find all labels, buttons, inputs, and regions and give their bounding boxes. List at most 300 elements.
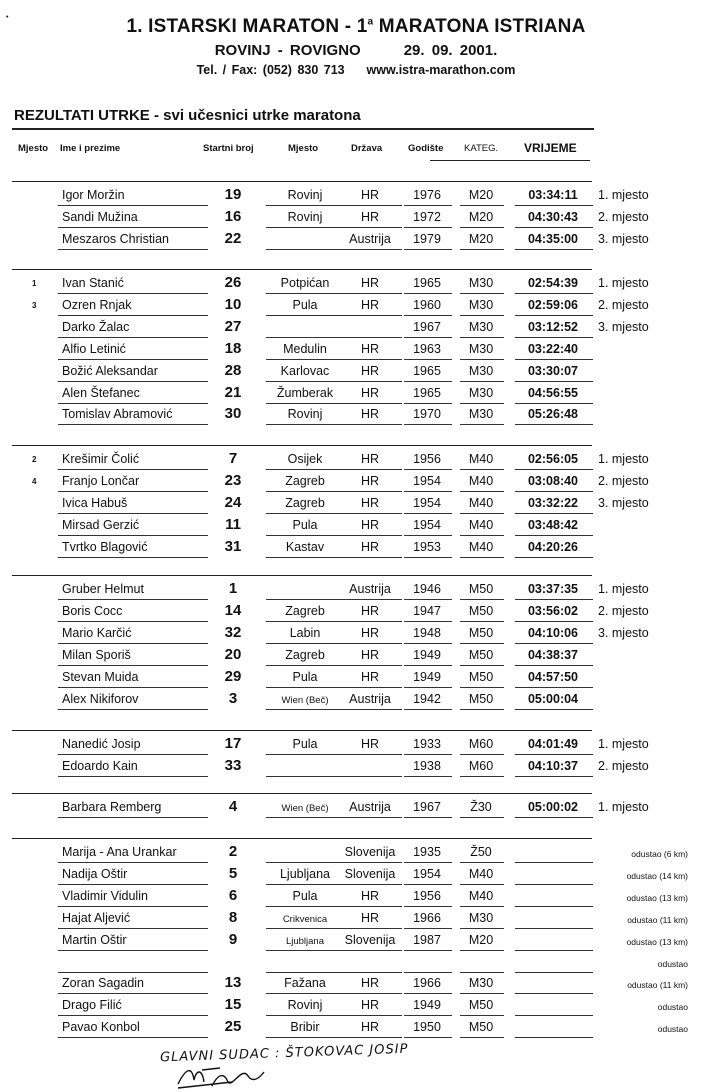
row-underline — [266, 643, 344, 644]
row-underline — [515, 293, 593, 294]
birth-year: 1979 — [413, 231, 441, 246]
row-underline — [460, 491, 504, 492]
table-row — [0, 645, 712, 667]
row-underline — [58, 403, 208, 404]
start-number: 7 — [228, 450, 238, 467]
row-place: 1 — [32, 279, 37, 288]
row-underline — [515, 359, 593, 360]
row-underline — [344, 205, 402, 206]
category: M50 — [468, 647, 494, 662]
row-underline — [460, 621, 504, 622]
finish-time: 04:10:37 — [527, 758, 579, 773]
runner-city: Pula — [292, 669, 318, 684]
row-underline — [460, 709, 504, 710]
row-underline — [515, 665, 593, 666]
row-underline — [344, 950, 402, 951]
row-underline — [404, 557, 452, 558]
table-row — [0, 864, 712, 886]
result-note: odustao (14 km) — [626, 870, 688, 881]
category: M20 — [468, 932, 494, 947]
row-underline — [344, 315, 402, 316]
table-row — [0, 493, 712, 515]
birth-year: 1954 — [413, 517, 441, 532]
row-underline — [266, 359, 344, 360]
runner-name: Sandi Mužina — [62, 209, 138, 224]
row-underline — [460, 557, 504, 558]
row-underline — [460, 950, 504, 951]
category: Ž50 — [470, 845, 492, 859]
table-row — [0, 537, 712, 559]
row-underline — [404, 972, 452, 973]
table-row — [0, 842, 712, 864]
row-underline — [58, 315, 208, 316]
row-underline — [515, 1037, 593, 1038]
row-underline — [266, 687, 344, 688]
row-underline — [58, 972, 208, 973]
row-underline — [515, 557, 593, 558]
runner-name: Alex Nikiforov — [62, 691, 139, 706]
group-separator — [12, 838, 592, 839]
runner-city: Zagreb — [285, 495, 325, 510]
runner-country: HR — [360, 625, 380, 640]
runner-country: Austrija — [349, 800, 391, 814]
row-underline — [58, 754, 208, 755]
runner-country: HR — [360, 209, 380, 224]
row-underline — [515, 513, 593, 514]
runner-country: HR — [360, 385, 380, 400]
birth-year: 1954 — [413, 495, 441, 510]
table-row — [0, 471, 712, 493]
row-underline — [58, 337, 208, 338]
row-underline — [266, 337, 344, 338]
result-note: odustao — [657, 1002, 688, 1013]
table-row — [0, 339, 712, 361]
row-underline — [515, 862, 593, 863]
row-underline — [460, 535, 504, 536]
runner-country: Austrija — [349, 691, 391, 706]
row-underline — [58, 1015, 208, 1016]
col-header-bib: Startni broj — [203, 143, 254, 154]
result-note: odustao — [657, 1024, 688, 1035]
row-underline — [58, 557, 208, 558]
runner-name: Krešimir Čolić — [62, 452, 140, 466]
finish-time: 04:38:37 — [527, 647, 579, 662]
row-underline — [266, 817, 344, 818]
start-number: 29 — [224, 667, 242, 685]
document-title — [0, 16, 712, 38]
row-underline — [58, 513, 208, 514]
row-underline — [515, 469, 593, 470]
row-underline — [344, 972, 402, 973]
row-underline — [460, 381, 504, 382]
table-row — [0, 404, 712, 426]
row-place: 3 — [32, 300, 37, 310]
row-underline — [515, 491, 593, 492]
birth-year: 1933 — [413, 737, 441, 751]
row-underline — [58, 884, 208, 885]
row-underline — [460, 337, 504, 338]
category: M50 — [468, 691, 494, 706]
runner-city: Pula — [292, 297, 318, 312]
birth-year: 1972 — [413, 209, 441, 224]
start-number: 13 — [224, 974, 242, 992]
table-row — [0, 273, 712, 295]
table-row — [0, 295, 712, 317]
row-underline — [460, 1037, 504, 1038]
birth-year: 1946 — [413, 582, 441, 596]
finish-time: 04:01:49 — [527, 737, 579, 751]
row-underline — [460, 469, 504, 470]
table-row — [0, 973, 712, 995]
row-underline — [344, 293, 402, 294]
row-underline — [404, 754, 452, 755]
row-underline — [58, 643, 208, 644]
start-number: 3 — [228, 689, 238, 707]
start-number: 20 — [224, 645, 242, 663]
runner-city: Rovinj — [287, 188, 323, 202]
result-note: 2. mjesto — [598, 473, 649, 488]
finish-time: 03:48:42 — [527, 517, 579, 532]
row-underline — [515, 249, 593, 250]
row-underline — [404, 817, 452, 818]
group-separator — [12, 793, 592, 794]
runner-country: Slovenija — [344, 845, 396, 859]
runner-country: HR — [360, 539, 380, 554]
result-note: 1. mjesto — [598, 188, 649, 202]
row-underline — [515, 381, 593, 382]
row-underline — [266, 665, 344, 666]
birth-year: 1960 — [413, 297, 441, 312]
runner-city: Ljubljana — [285, 935, 325, 947]
table-row — [0, 689, 712, 711]
start-number: 33 — [224, 756, 242, 774]
row-underline — [58, 599, 208, 600]
category: M20 — [468, 188, 494, 202]
row-underline — [344, 337, 402, 338]
row-underline — [515, 884, 593, 885]
birth-year: 1967 — [413, 319, 441, 334]
row-underline — [460, 776, 504, 777]
runner-name: Alen Štefanec — [62, 385, 140, 400]
runner-country: HR — [360, 998, 380, 1013]
category: M50 — [468, 1020, 494, 1035]
runner-country: HR — [360, 888, 380, 903]
table-row — [0, 667, 712, 689]
runner-country: HR — [360, 495, 380, 510]
runner-name: Boris Cocc — [62, 603, 123, 618]
category: M50 — [468, 625, 494, 640]
finish-time: 03:12:52 — [527, 319, 579, 334]
row-underline — [344, 776, 402, 777]
runner-country: HR — [360, 976, 380, 991]
runner-city: Rovinj — [287, 998, 323, 1013]
col-header-city: Mjesto — [288, 143, 319, 154]
row-place: 2 — [32, 455, 37, 464]
birth-year: 1976 — [413, 188, 441, 202]
start-number: 26 — [224, 274, 242, 291]
birth-year: 1965 — [413, 276, 441, 290]
runner-name: Meszaros Christian — [62, 231, 169, 246]
result-note: odustao (6 km) — [631, 849, 688, 859]
runner-name: Gruber Helmut — [62, 582, 144, 596]
runner-city: Pula — [292, 517, 318, 532]
start-number: 9 — [228, 930, 238, 948]
runner-country: HR — [360, 341, 380, 356]
finish-time: 04:56:55 — [527, 385, 579, 400]
result-note: odustao (11 km) — [627, 980, 688, 991]
runner-city: Zagreb — [285, 647, 325, 662]
row-underline — [515, 535, 593, 536]
runner-name: Edoardo Kain — [62, 758, 138, 773]
row-underline — [266, 1037, 344, 1038]
row-underline — [344, 643, 402, 644]
birth-year: 1970 — [413, 407, 441, 422]
row-underline — [404, 665, 452, 666]
row-underline — [515, 403, 593, 404]
row-underline — [344, 665, 402, 666]
category: Ž30 — [470, 800, 492, 814]
row-underline — [460, 403, 504, 404]
row-underline — [266, 535, 344, 536]
birth-year: 1947 — [413, 603, 441, 618]
runner-name: Martin Oštir — [62, 932, 127, 947]
category: M40 — [468, 866, 494, 881]
row-underline — [460, 359, 504, 360]
row-underline — [266, 1015, 344, 1016]
category: M60 — [468, 758, 494, 773]
birth-year: 1949 — [413, 669, 441, 684]
table-row — [0, 185, 712, 207]
row-underline — [344, 557, 402, 558]
runner-name: Igor Moržin — [62, 188, 125, 202]
section-title-underline — [12, 128, 594, 130]
runner-country: HR — [360, 1020, 380, 1035]
result-note: 2. mjesto — [598, 758, 649, 773]
row-underline — [460, 687, 504, 688]
row-underline — [58, 293, 208, 294]
row-underline — [460, 884, 504, 885]
birth-year: 1954 — [413, 473, 441, 488]
col-header-category: KATEG. — [464, 143, 499, 154]
category: M40 — [468, 539, 494, 554]
row-underline — [515, 972, 593, 973]
finish-time: 05:00:02 — [527, 800, 579, 814]
row-underline — [404, 249, 452, 250]
runner-country: Austrija — [349, 582, 391, 596]
row-underline — [344, 906, 402, 907]
result-note: 2. mjesto — [598, 297, 649, 312]
row-underline — [58, 359, 208, 360]
row-underline — [460, 205, 504, 206]
row-underline — [460, 643, 504, 644]
start-number: 25 — [224, 1018, 242, 1036]
row-underline — [460, 928, 504, 929]
row-underline — [58, 491, 208, 492]
birth-year: 1938 — [413, 758, 441, 773]
row-underline — [515, 424, 593, 425]
category: M40 — [468, 517, 494, 532]
finish-time: 02:54:39 — [527, 276, 579, 290]
runner-country: HR — [360, 603, 380, 618]
start-number: 15 — [224, 996, 242, 1014]
category: M40 — [468, 495, 494, 510]
row-underline — [404, 469, 452, 470]
category: M30 — [468, 407, 494, 422]
row-underline — [58, 381, 208, 382]
section-title: REZULTATI UTRKE - svi učesnici utrke maratona — [14, 107, 361, 124]
runner-country: HR — [360, 363, 380, 378]
category: M50 — [468, 582, 494, 596]
result-note: 3. mjesto — [598, 231, 649, 246]
birth-year: 1953 — [413, 539, 441, 554]
finish-time: 03:22:40 — [527, 341, 579, 356]
table-row — [0, 449, 712, 471]
start-number: 11 — [225, 515, 241, 533]
row-place: 4 — [32, 476, 37, 486]
row-underline — [344, 621, 402, 622]
row-underline — [344, 993, 402, 994]
col-header-place: Mjesto — [18, 143, 49, 154]
start-number: 6 — [228, 886, 238, 904]
row-underline — [404, 950, 452, 951]
row-underline — [515, 776, 593, 777]
row-underline — [58, 205, 208, 206]
start-number: 32 — [224, 623, 242, 641]
row-underline — [344, 1037, 402, 1038]
table-row — [0, 383, 712, 405]
row-underline — [515, 687, 593, 688]
table-row — [0, 317, 712, 339]
row-underline — [58, 249, 208, 250]
category: M50 — [468, 603, 494, 618]
start-number: 21 — [224, 383, 242, 401]
runner-name: Milan Sporiš — [62, 647, 131, 662]
category: M20 — [468, 209, 494, 224]
runner-name: Franjo Lončar — [62, 473, 140, 488]
finish-time: 03:56:02 — [527, 603, 579, 618]
row-underline — [404, 621, 452, 622]
start-number: 19 — [224, 186, 242, 203]
row-underline — [404, 643, 452, 644]
row-underline — [404, 599, 452, 600]
runner-name: Mario Karčić — [62, 625, 132, 640]
runner-name: Ivica Habuš — [62, 495, 128, 510]
runner-name: Ivan Stanić — [62, 276, 124, 290]
runner-country: Slovenija — [344, 932, 396, 947]
row-underline — [344, 884, 402, 885]
runner-city: Osijek — [287, 452, 323, 466]
row-underline — [404, 687, 452, 688]
row-underline — [266, 972, 344, 973]
table-row — [0, 601, 712, 623]
result-note: 1. mjesto — [598, 582, 649, 596]
table-row — [0, 734, 712, 756]
row-underline — [344, 535, 402, 536]
start-number: 8 — [228, 908, 238, 926]
runner-country: HR — [360, 669, 380, 684]
birth-year: 1956 — [413, 452, 441, 466]
runner-country: HR — [360, 473, 380, 488]
row-underline — [404, 884, 452, 885]
finish-time: 05:00:04 — [527, 691, 579, 706]
row-underline — [460, 315, 504, 316]
row-underline — [266, 950, 344, 951]
row-underline — [266, 754, 344, 755]
row-underline — [344, 424, 402, 425]
start-number: 23 — [224, 471, 242, 489]
signature-caption: GLAVNI SUDAC : ŠTOKOVAC JOSIP — [159, 1041, 409, 1066]
category: M30 — [468, 276, 494, 290]
row-underline — [460, 906, 504, 907]
runner-city: Karlovac — [280, 363, 330, 378]
row-underline — [344, 359, 402, 360]
col-header-underline-time — [520, 160, 590, 161]
row-underline — [515, 950, 593, 951]
row-underline — [266, 862, 344, 863]
row-underline — [266, 403, 344, 404]
row-underline — [404, 1037, 452, 1038]
group-separator — [12, 730, 592, 731]
runner-country: HR — [360, 452, 380, 466]
row-underline — [515, 599, 593, 600]
finish-time: 04:57:50 — [527, 669, 579, 684]
runner-country: HR — [360, 910, 380, 925]
runner-city: Zagreb — [285, 473, 325, 488]
finish-time: 04:20:26 — [527, 539, 579, 554]
row-underline — [266, 205, 344, 206]
row-underline — [266, 621, 344, 622]
row-underline — [515, 315, 593, 316]
row-underline — [404, 293, 452, 294]
runner-name: Mirsad Gerzić — [62, 517, 140, 532]
category: M40 — [468, 473, 494, 488]
start-number: 4 — [228, 798, 238, 815]
row-underline — [404, 776, 452, 777]
table-row — [0, 623, 712, 645]
birth-year: 1949 — [413, 998, 441, 1013]
table-row — [0, 579, 712, 601]
result-note: 3. mjesto — [598, 319, 649, 334]
finish-time: 04:30:43 — [527, 209, 579, 224]
runner-name: Vladimir Vidulin — [62, 888, 148, 903]
start-number: 2 — [228, 843, 238, 860]
row-underline — [344, 227, 402, 228]
row-underline — [344, 403, 402, 404]
row-underline — [515, 227, 593, 228]
row-underline — [404, 381, 452, 382]
finish-time: 03:08:40 — [527, 473, 579, 488]
runner-name: Marija - Ana Urankar — [62, 845, 177, 859]
runner-city: Fažana — [284, 976, 326, 991]
start-number: 30 — [224, 405, 242, 423]
row-underline — [404, 359, 452, 360]
row-underline — [266, 469, 344, 470]
row-underline — [404, 315, 452, 316]
runner-city: Potpićan — [280, 276, 330, 290]
title-superscript: a — [367, 16, 374, 28]
table-row — [0, 908, 712, 930]
row-underline — [58, 621, 208, 622]
finish-time: 05:26:48 — [527, 407, 579, 422]
runner-name: Stevan Muida — [62, 669, 139, 684]
col-header-name: Ime i prezime — [60, 143, 121, 154]
row-underline — [58, 776, 208, 777]
row-underline — [515, 817, 593, 818]
row-underline — [266, 424, 344, 425]
runner-city: Medulin — [283, 341, 327, 356]
runner-city: Ljubljana — [279, 866, 331, 881]
row-underline — [58, 817, 208, 818]
